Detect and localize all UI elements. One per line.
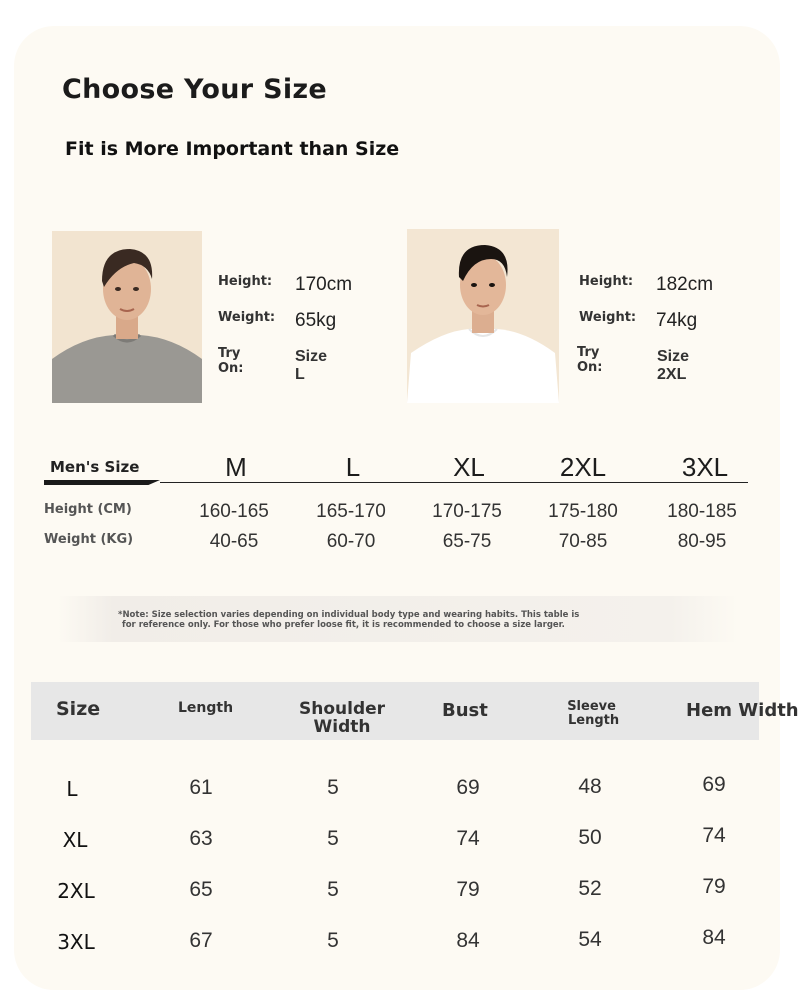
row-4-shoulder: 5: [327, 929, 339, 952]
size-heading-l: L: [345, 452, 361, 482]
size-note-banner: [58, 596, 738, 642]
col-header-shoulder-line-2: Width: [313, 717, 371, 737]
model-2-height-value: 182cm: [656, 274, 714, 295]
size-note-line-2: for reference only. For those who prefer loose fit, it is recommended to choose a size larger.: [122, 620, 565, 630]
col-header-sleeve: [564, 700, 619, 728]
row-1-bust: 69: [456, 776, 480, 799]
model-2-height-label: Height:: [579, 274, 634, 289]
row-2-shoulder: 5: [327, 827, 339, 850]
model-photo-2: [407, 229, 559, 403]
col-header-size: Size: [56, 698, 101, 720]
row-1-sleeve: 48: [578, 775, 602, 798]
size-note-line-1: *Note: Size selection varies depending on individual body type and wearing habits. This table is: [118, 610, 580, 620]
height-range-3xl: 180-185: [667, 501, 737, 522]
weight-range-m: 40-65: [209, 531, 259, 552]
col-header-sleeve-line-1: Sleeve: [567, 699, 616, 714]
model-portrait-1: [52, 231, 202, 403]
mens-size-chart-header: [44, 452, 748, 484]
model-portrait-2: [407, 229, 559, 403]
model-1-weight-value: 65kg: [295, 310, 337, 331]
weight-range-l: 60-70: [326, 531, 376, 552]
row-1-hem: 69: [702, 773, 726, 796]
weight-range-xl: 65-75: [442, 531, 492, 552]
col-header-length: Length: [178, 700, 234, 716]
row-3-length: 65: [189, 878, 213, 901]
model-photo-1: [52, 231, 202, 403]
model-2-weight-label: Weight:: [579, 310, 637, 325]
model-1-tryon-label: Try On:: [218, 346, 244, 376]
mens-size-underline: [44, 480, 160, 485]
row-3-bust: 79: [456, 878, 480, 901]
model-2-weight-value: 74kg: [656, 310, 698, 331]
height-range-xl: 170-175: [432, 501, 502, 522]
size-heading-3xl: 3XL: [681, 452, 729, 482]
size-heading-2xl: 2XL: [559, 452, 607, 482]
col-header-shoulder-line-1: Shoulder: [299, 699, 386, 719]
row-1-shoulder: 5: [327, 776, 339, 799]
row-4-size: 3XL: [57, 930, 95, 954]
measurement-table-header: [31, 682, 799, 740]
mens-size-label: Men's Size: [50, 458, 140, 476]
height-range-l: 165-170: [316, 501, 386, 522]
row-4-hem: 84: [702, 926, 726, 949]
col-header-sleeve-line-2: Length: [568, 713, 620, 728]
row-2-bust: 74: [456, 827, 480, 850]
row-1-size: L: [66, 777, 78, 801]
page-title: Choose Your Size: [62, 74, 328, 105]
height-range-label: Height (CM): [44, 502, 132, 517]
row-4-sleeve: 54: [578, 928, 602, 951]
col-header-bust: Bust: [442, 700, 488, 721]
row-2-length: 63: [189, 827, 213, 850]
weight-range-2xl: 70-85: [558, 531, 608, 552]
model-1-height-value: 170cm: [295, 274, 353, 295]
model-1-tryon-value: Size L: [295, 348, 328, 383]
row-3-size: 2XL: [57, 879, 95, 903]
row-4-length: 67: [189, 929, 213, 952]
model-1-height-label: Height:: [218, 274, 273, 289]
row-2-sleeve: 50: [578, 826, 602, 849]
model-2-tryon-value: Size 2XL: [657, 348, 690, 383]
row-3-shoulder: 5: [327, 878, 339, 901]
size-note-text: [118, 610, 638, 630]
size-heading-xl: XL: [453, 452, 485, 482]
row-4-bust: 84: [456, 929, 480, 952]
model-2-tryon-label: Try On:: [577, 345, 603, 375]
height-range-m: 160-165: [199, 501, 269, 522]
col-header-hem: Hem Width: [686, 700, 799, 721]
row-2-size: XL: [62, 828, 88, 852]
page-subtitle: Fit is More Important than Size: [65, 138, 400, 160]
weight-range-3xl: 80-95: [677, 531, 727, 552]
col-header-shoulder: [299, 700, 385, 736]
size-heading-m: M: [225, 452, 247, 482]
row-1-length: 61: [189, 776, 213, 799]
height-range-2xl: 175-180: [548, 501, 618, 522]
row-2-hem: 74: [702, 824, 726, 847]
model-1-weight-label: Weight:: [218, 310, 276, 325]
weight-range-label: Weight (KG): [44, 532, 134, 547]
row-3-sleeve: 52: [578, 877, 602, 900]
row-3-hem: 79: [702, 875, 726, 898]
